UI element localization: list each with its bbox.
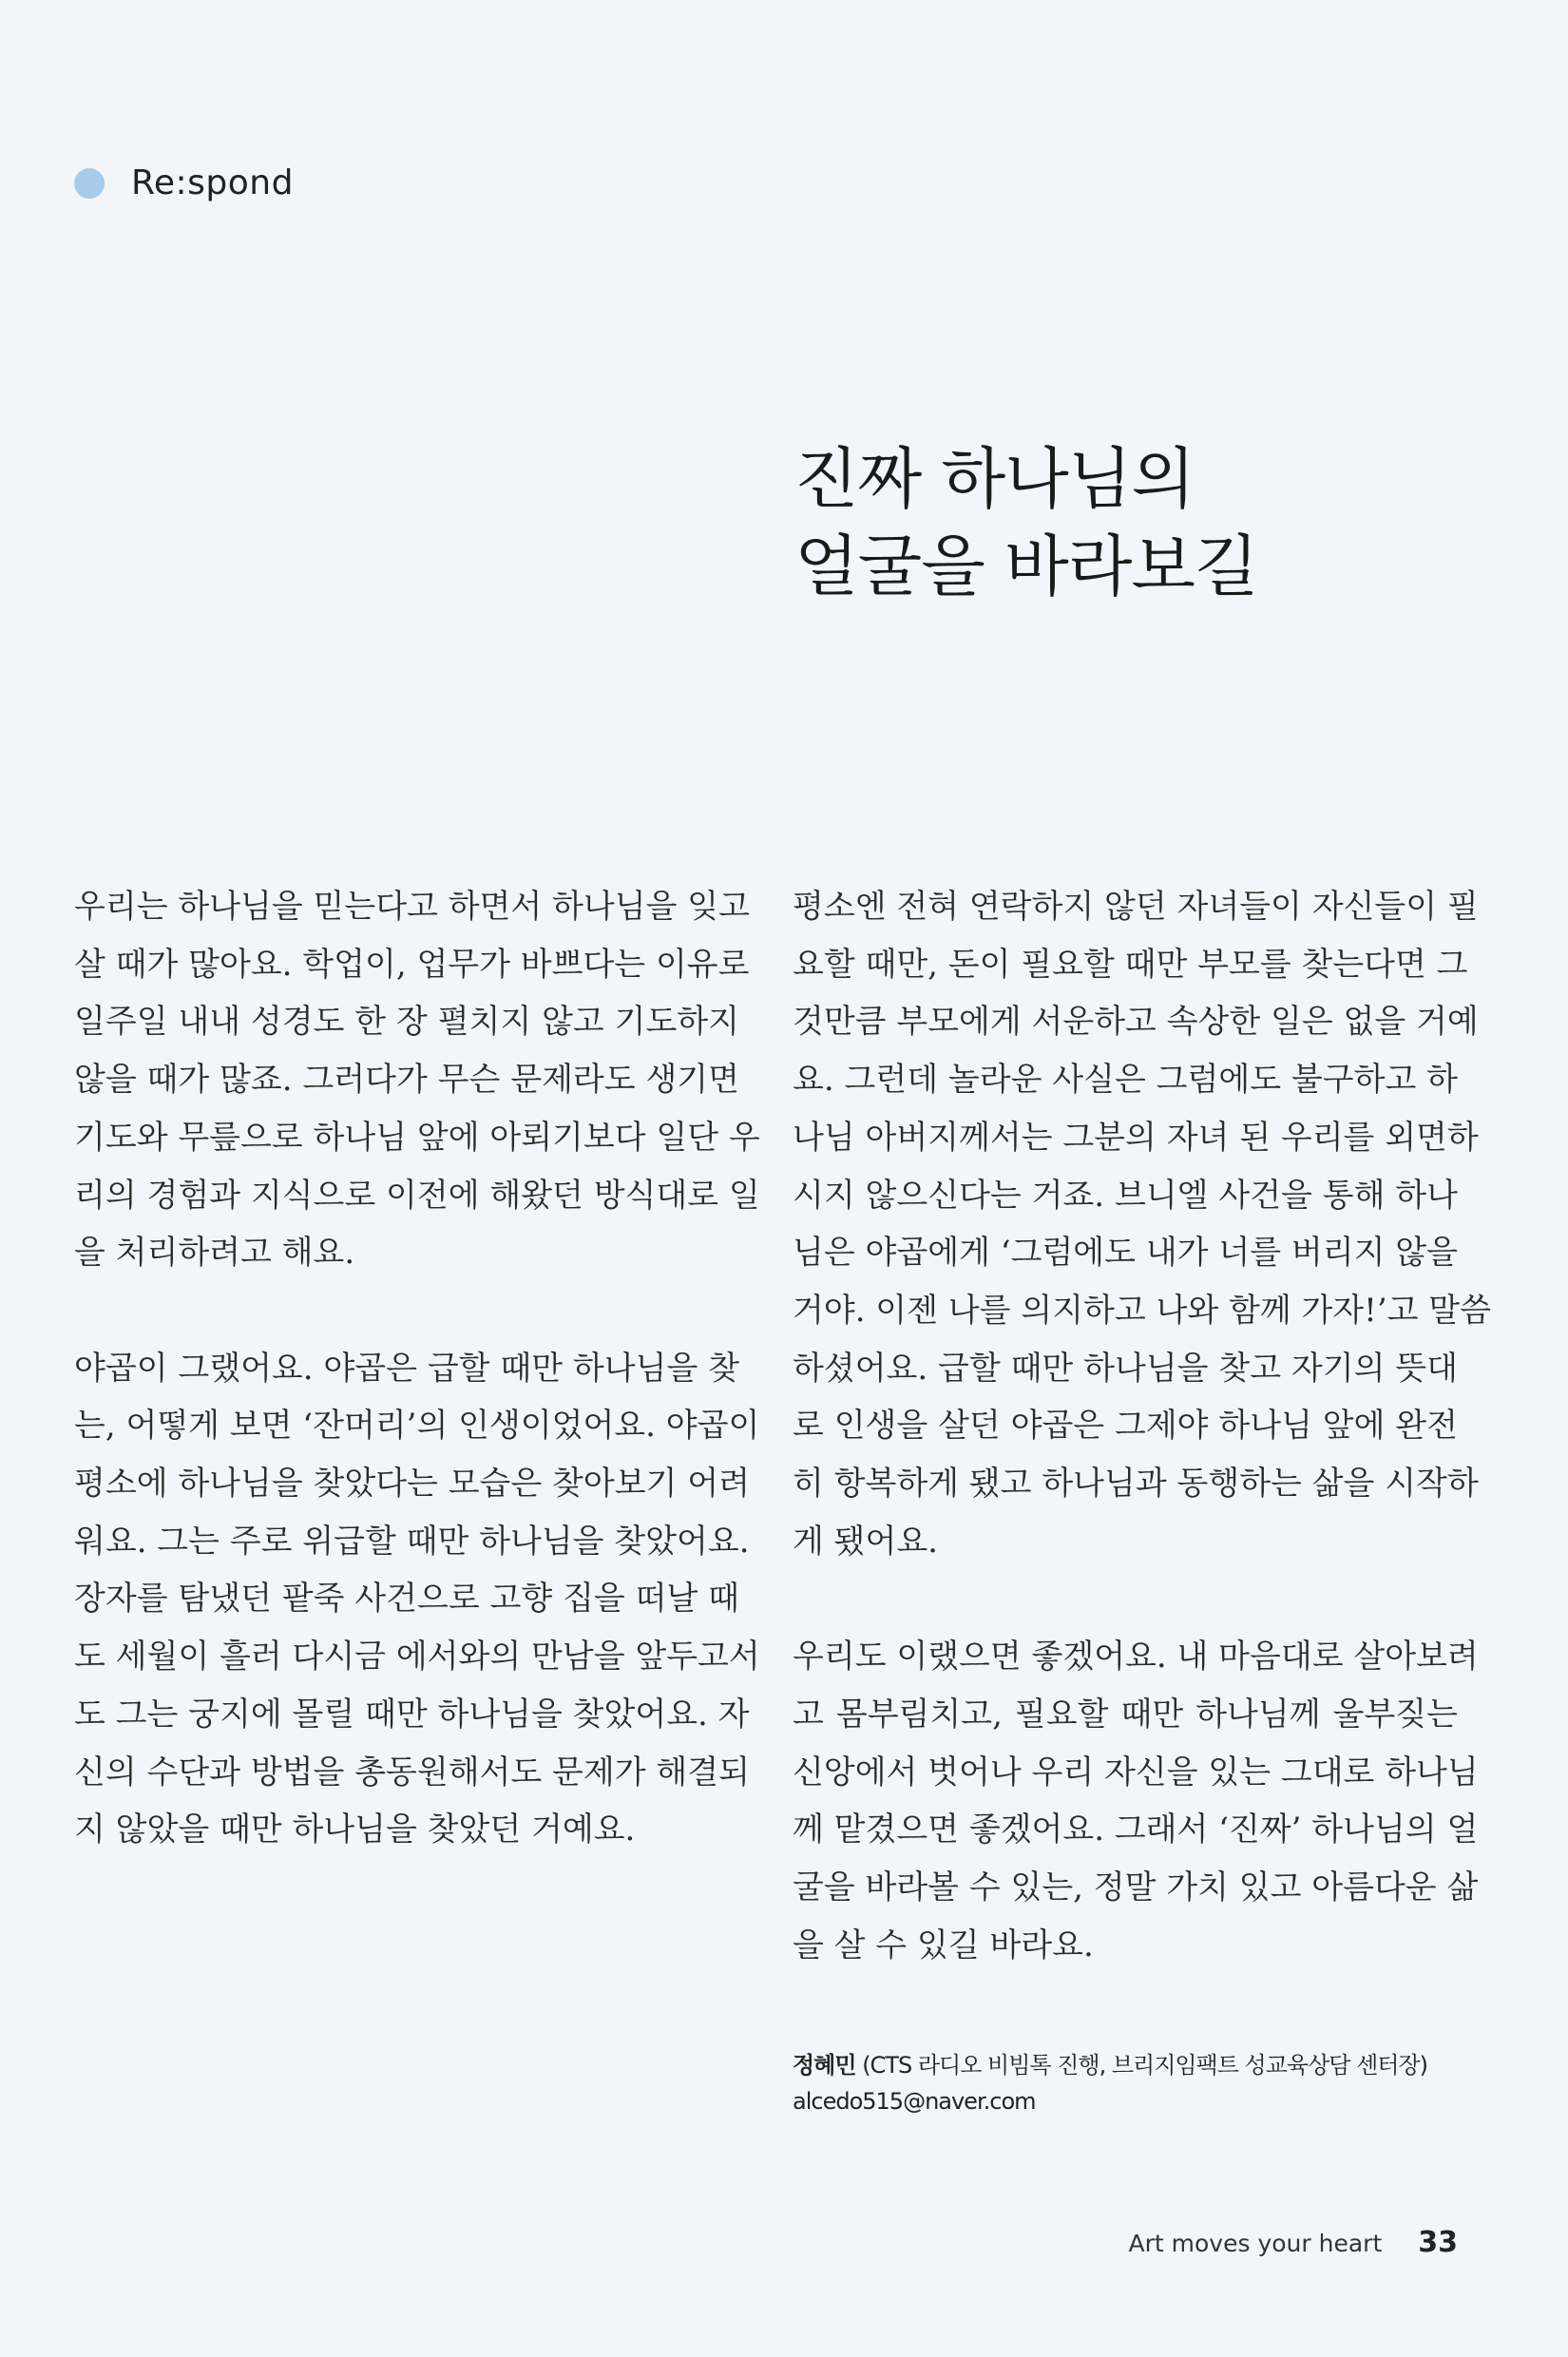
title-line: 얼굴을 바라보길	[794, 527, 1258, 605]
page-number: 33	[1418, 2226, 1458, 2259]
text-line: 님은 야곱에게 ‘그럼에도 내가 너를 버리지 않을	[793, 1234, 1458, 1273]
author-name: 정혜민	[793, 2052, 856, 2079]
text-line: 로 인생을 살던 야곱은 그제야 하나님 앞에 완전	[793, 1407, 1458, 1446]
left-column	[74, 878, 760, 1859]
text-line: 야곱이 그랬어요. 야곱은 급할 때만 하나님을 찾	[74, 1349, 739, 1388]
text-line: 것만큼 부모에게 서운하고 속상한 일은 없을 거예	[793, 1003, 1479, 1042]
section-label: Re:spond	[131, 163, 294, 202]
text-line: 일주일 내내 성경도 한 장 펼치지 않고 기도하지	[74, 1003, 739, 1042]
text-line: 는, 어떻게 보면 ‘잔머리’의 인생이었어요. 야곱이	[74, 1407, 760, 1446]
title-line: 진짜 하나님의	[794, 440, 1195, 518]
text-line: 리의 경험과 지식으로 이전에 해왔던 방식대로 일	[74, 1176, 760, 1215]
paragraph	[793, 1628, 1479, 1974]
text-line: 시지 않으신다는 거죠. 브니엘 사건을 통해 하나	[793, 1176, 1458, 1215]
text-line: 우리는 하나님을 믿는다고 하면서 하나님을 잊고	[74, 888, 750, 926]
text-line: 을 살 수 있길 바라요.	[793, 1926, 1094, 1964]
text-line: 굴을 바라볼 수 있는, 정말 가치 있고 아름다운 삶	[793, 1868, 1479, 1907]
text-line: 않을 때가 많죠. 그러다가 무슨 문제라도 생기면	[74, 1061, 739, 1100]
footer-tagline: Art moves your heart	[1128, 2230, 1383, 2257]
author-description: (CTS 라디오 비빔톡 진행, 브리지임팩트 성교육상담 센터장)	[855, 2052, 1428, 2079]
text-line: 히 항복하게 됐고 하나님과 동행하는 삶을 시작하	[793, 1465, 1479, 1504]
text-line: 요. 그런데 놀라운 사실은 그럼에도 불구하고 하	[793, 1061, 1458, 1100]
paragraph	[74, 1340, 760, 1859]
paragraph	[74, 878, 760, 1282]
text-line: 기도와 무릎으로 하나님 앞에 아뢰기보다 일단 우	[74, 1118, 760, 1157]
text-line: 요할 때만, 돈이 필요할 때만 부모를 찾는다면 그	[793, 945, 1468, 984]
text-line: 도 세월이 흘러 다시금 에서와의 만남을 앞두고서	[74, 1638, 760, 1677]
text-line: 을 처리하려고 해요.	[74, 1234, 355, 1273]
text-line: 지 않았을 때만 하나님을 찾았던 거예요.	[74, 1811, 636, 1849]
author-line	[793, 2047, 1427, 2083]
article-title	[794, 435, 1498, 610]
author-credit	[793, 2047, 1427, 2119]
text-line: 살 때가 많아요. 학업이, 업무가 바쁘다는 이유로	[74, 945, 750, 984]
bullet-dot-icon	[74, 168, 105, 199]
paragraph-gap	[793, 1570, 1458, 1628]
text-line: 신의 수단과 방법을 총동원해서도 문제가 해결되	[74, 1753, 750, 1792]
text-line: 신앙에서 벗어나 우리 자신을 있는 그대로 하나님	[793, 1753, 1479, 1792]
text-line: 평소엔 전혀 연락하지 않던 자녀들이 자신들이 필	[793, 888, 1479, 926]
text-line: 하셨어요. 급할 때만 하나님을 찾고 자기의 뜻대	[793, 1349, 1458, 1388]
text-line: 나님 아버지께서는 그분의 자녀 된 우리를 외면하	[793, 1118, 1479, 1157]
author-email: alcedo515@naver.com	[793, 2088, 1036, 2115]
text-line: 게 됐어요.	[793, 1522, 938, 1561]
paragraph-gap	[74, 1282, 739, 1340]
paragraph	[793, 878, 1491, 1570]
right-column	[793, 878, 1491, 1974]
text-line: 도 그는 궁지에 몰릴 때만 하나님을 찾았어요. 자	[74, 1695, 750, 1734]
section-tag	[74, 163, 294, 202]
text-line: 거야. 이젠 나를 의지하고 나와 함께 가자!’고 말씀	[793, 1291, 1491, 1330]
text-line: 평소에 하나님을 찾았다는 모습은 찾아보기 어려	[74, 1465, 750, 1504]
text-line: 고 몸부림치고, 필요할 때만 하나님께 울부짖는	[793, 1695, 1458, 1734]
text-line: 장자를 탐냈던 팥죽 사건으로 고향 집을 떠날 때	[74, 1580, 739, 1619]
page-footer	[1129, 2226, 1458, 2259]
text-line: 워요. 그는 주로 위급할 때만 하나님을 찾았어요.	[74, 1522, 750, 1561]
text-line: 우리도 이랬으면 좋겠어요. 내 마음대로 살아보려	[793, 1638, 1479, 1677]
text-line: 께 맡겼으면 좋겠어요. 그래서 ‘진짜’ 하나님의 얼	[793, 1811, 1479, 1849]
